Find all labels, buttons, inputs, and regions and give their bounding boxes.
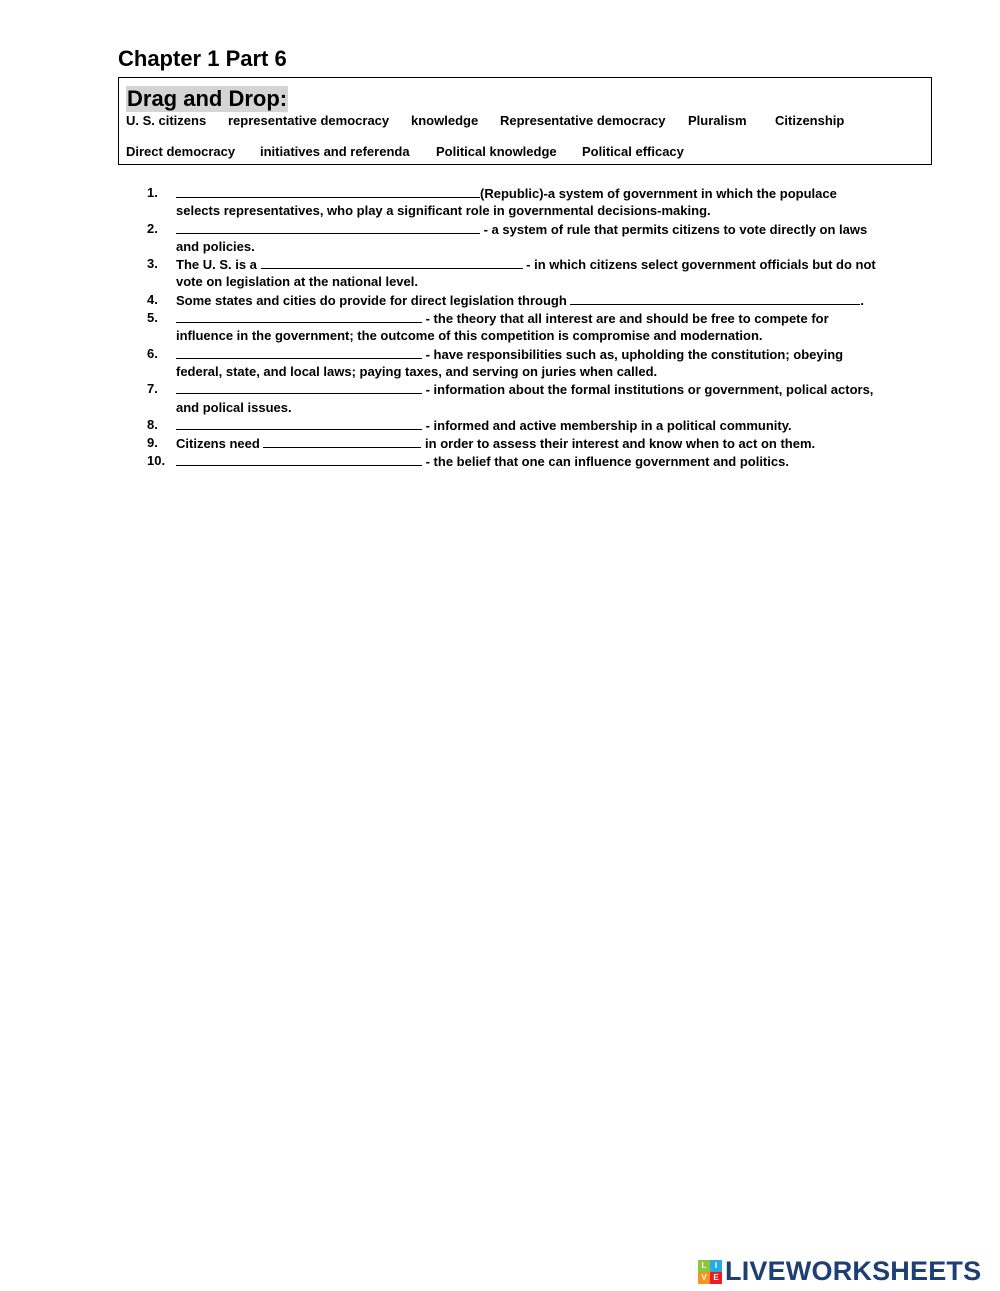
- draggable-word[interactable]: Pluralism: [688, 113, 747, 128]
- answer-drop-zone[interactable]: [176, 452, 422, 466]
- draggable-word[interactable]: Direct democracy: [126, 144, 236, 159]
- liveworksheets-logo: [698, 1256, 981, 1287]
- question-item: [147, 452, 882, 470]
- draggable-word[interactable]: initiatives and referenda: [260, 144, 410, 159]
- question-text: The U. S. is a: [176, 257, 261, 273]
- answer-drop-zone[interactable]: [176, 220, 480, 234]
- draggable-word[interactable]: Political knowledge: [436, 144, 557, 159]
- draggable-word[interactable]: representative democracy: [228, 113, 390, 128]
- question-item: [147, 291, 882, 309]
- logo-text: LIVEWORKSHEETS: [725, 1256, 982, 1286]
- logo-mark-letter: E: [710, 1272, 722, 1284]
- draggable-word[interactable]: Representative democracy: [500, 113, 666, 128]
- question-item: [147, 434, 882, 452]
- logo-mark-letter: I: [710, 1260, 722, 1272]
- question-number: 8.: [147, 416, 158, 432]
- question-item: [147, 220, 882, 256]
- answer-drop-zone[interactable]: [570, 291, 860, 305]
- draggable-word[interactable]: knowledge: [411, 113, 479, 128]
- answer-drop-zone[interactable]: [176, 184, 480, 198]
- question-text: - information about the formal institutions or government, polical actors, and polical issues.: [176, 382, 874, 415]
- draggable-word[interactable]: U. S. citizens: [126, 113, 207, 128]
- question-text: - the theory that all interest are and should be free to compete for influence in the government; the outcome of this competition is compromise and modernation.: [176, 311, 829, 344]
- question-number: 5.: [147, 310, 158, 326]
- question-number: 4.: [147, 291, 158, 307]
- question-list: [147, 184, 882, 471]
- question-text: - informed and active membership in a political community.: [422, 417, 792, 433]
- question-text: Some states and cities do provide for direct legislation through: [176, 292, 571, 308]
- question-number: 10.: [147, 453, 166, 469]
- question-number: 3.: [147, 256, 158, 272]
- answer-drop-zone[interactable]: [176, 309, 422, 323]
- answer-drop-zone[interactable]: [176, 345, 422, 359]
- question-text: - in which citizens select government officials but do not vote on legislation at the national level.: [176, 257, 876, 290]
- answer-drop-zone[interactable]: [261, 255, 523, 269]
- question-number: 9.: [147, 435, 158, 451]
- draggable-word[interactable]: Political efficacy: [582, 144, 684, 159]
- word-bank: [118, 77, 932, 165]
- logo-mark-letter: V: [698, 1272, 710, 1284]
- question-text: in order to assess their interest and know when to act on them.: [421, 436, 816, 452]
- question-number: 7.: [147, 381, 158, 397]
- answer-drop-zone[interactable]: [263, 434, 421, 448]
- word-bank-heading: Drag and Drop:: [127, 86, 288, 111]
- question-text: - have responsibilities such as, upholding the constitution; obeying federal, state, and local laws; paying taxes, and serving on juries when called.: [176, 346, 844, 379]
- question-item: [147, 255, 882, 291]
- question-text: - a system of rule that permits citizens to vote directly on laws and policies.: [176, 221, 868, 254]
- question-item: [147, 309, 882, 345]
- draggable-word[interactable]: Citizenship: [775, 113, 845, 128]
- question-number: 1.: [147, 185, 158, 200]
- answer-drop-zone[interactable]: [176, 380, 422, 394]
- question-number: 2.: [147, 220, 158, 236]
- logo-mark-icon: [698, 1260, 722, 1284]
- question-item: [147, 416, 882, 434]
- question-item: [147, 345, 882, 381]
- question-text: - the belief that one can influence government and politics.: [422, 454, 789, 470]
- question-text: Citizens need: [176, 436, 264, 452]
- question-number: 6.: [147, 345, 158, 361]
- answer-drop-zone[interactable]: [176, 416, 422, 430]
- question-text: .: [860, 292, 865, 308]
- question-text: (Republic)-a system of government in which the populace selects representatives, who play a significant role in governmental decisions-making.: [176, 186, 837, 219]
- question-item: [147, 380, 882, 416]
- logo-mark-letter: L: [698, 1260, 710, 1272]
- question-item: [147, 184, 882, 220]
- page-title: Chapter 1 Part 6: [118, 46, 287, 71]
